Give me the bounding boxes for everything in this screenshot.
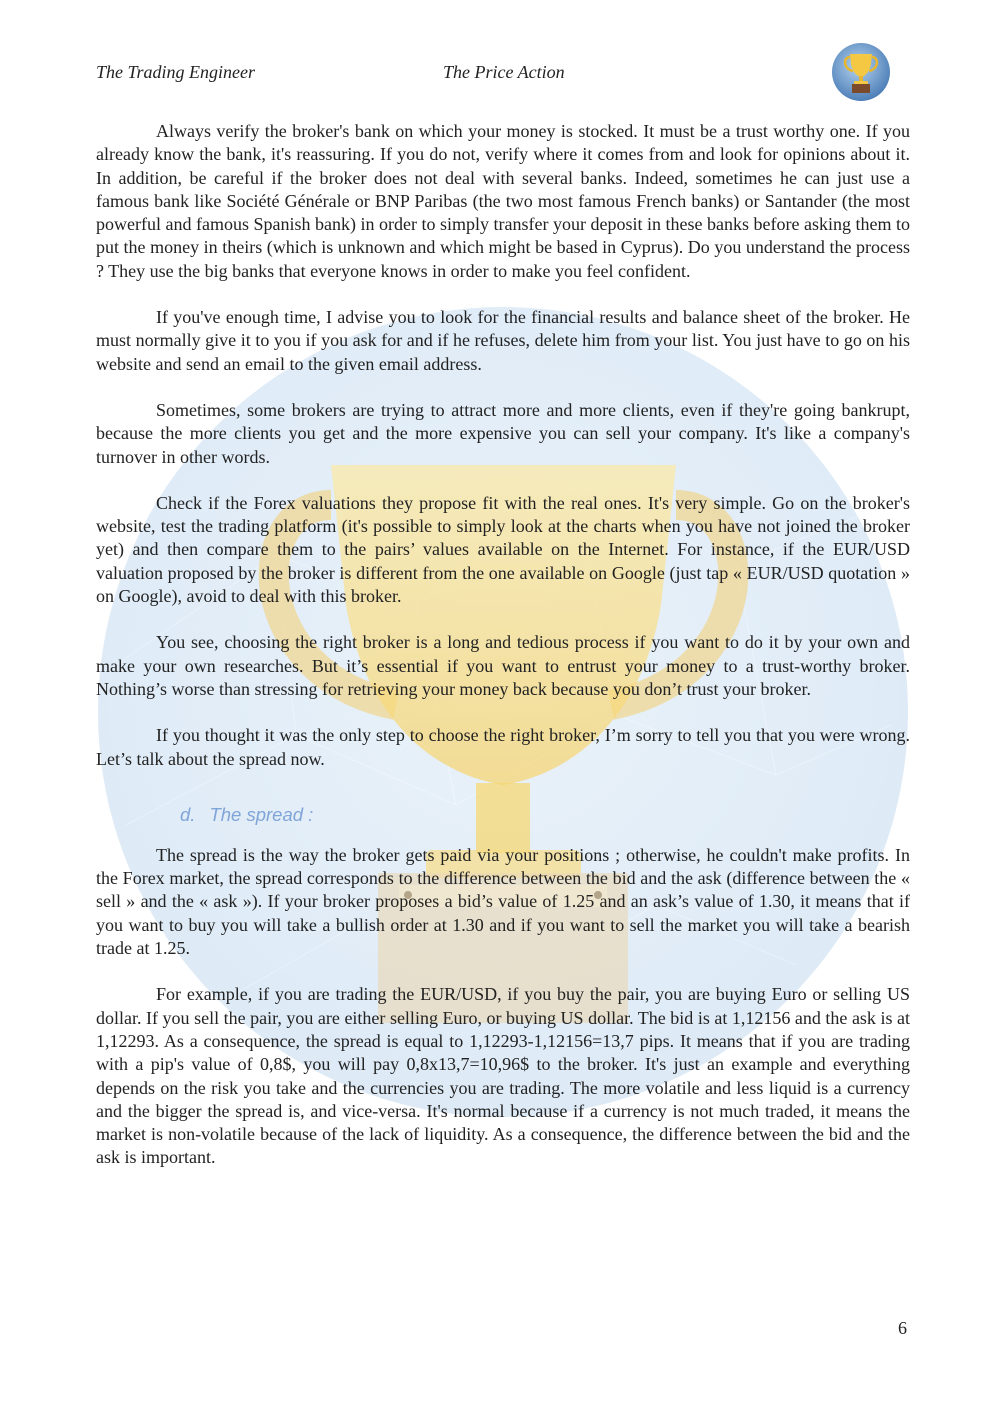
trophy-icon [831,42,891,102]
section-heading-spread [180,803,910,826]
paragraph: Sometimes, some brokers are trying to attract more and more clients, even if they're going bankrupt, because the more clients you get and the more expensive you can sell your company. It's like a company's turnover in other words. [96,399,910,467]
paragraph: If you've enough time, I advise you to look for the financial results and balance sheet of the broker. He must normally give it to you if you ask for and if he refuses, delete him from your list. You just have to go on his website and send an email to the given email address. [96,307,910,374]
paragraph: Always verify the broker's bank on which your money is stocked. It must be a trust worthy one. If you already know the bank, it's reassuring. If you do not, verify where it comes from and look for opinions about it. In addition, be careful if the broker does not deal with several banks. Indeed, sometimes he can just use a famous bank like Société Générale or BNP Paribas (the two most famous French banks) or Santander (the most powerful and famous Spanish bank) in order to simply transfer your deposit in these banks before asking them to put the money in theirs (which is unknown and which might be based in Cyprus). Do you understand the process ? They use the big banks that everyone knows in order to make you feel confident. [96,121,910,281]
section-letter: d. [180,803,196,825]
header-chapter-title: The Price Action [443,62,565,82]
page-number: 6 [898,1318,907,1338]
paragraph: The spread is the way the broker gets paid via your positions ; otherwise, he couldn't make profits. In the Forex market, the spread corresponds to the difference between the bid and the ask (difference between the « sell » and the « ask »). If your broker proposes a bid’s value of 1.25 and an ask’s value of 1.30, it means that if you want to buy you will take a bullish order at 1.30 and if you want to sell the market you will take a bearish trade at 1.25. [96,844,910,959]
section-title: The spread : [209,803,314,825]
paragraph: You see, choosing the right broker is a long and tedious process if you want to do it by your own and make your own researches. But it’s essential if you want to entrust your money to a trust-worthy broker. Nothing’s worse than stressing for retrieving your money back because you don’t trust your broker. [96,632,910,699]
paragraph: For example, if you are trading the EUR/USD, if you buy the pair, you are buying Euro or selling US dollar. If you sell the pair, you are either selling Euro, or buying US dollar. The bid is at 1,12156 and the ask is at 1,12293. As a consequence, the spread is equal to 1,12293-1,12156=13,7 pips. It means that if you are trading with a pip's value of 0,8$, you will pay 0,8x13,7=10,96$ to the broker. It's just an example and everything depends on the risk you take and the currencies you are trading. The more volatile and less liquid is a currency and the bigger the spread is, and vice-versa. It's normal because if a currency is not much traded, it means the market is non-volatile because of the lack of liquidity. As a consequence, the difference between the bid and the ask is important. [96,984,910,1168]
page-header [0,62,1005,102]
paragraph: Check if the Forex valuations they propose fit with the real ones. It's very simple. Go on the broker's website, test the trading platform (it's possible to simply look at the charts when you have not joined the broker yet) and then compare them to the pairs’ values available on the Internet. For instance, if the EUR/USD valuation proposed by the broker is different from the one available on Google (just tap « EUR/USD quotation » on Google), avoid to deal with this broker. [96,492,910,607]
header-book-title: The Trading Engineer [96,62,256,82]
paragraph: If you thought it was the only step to choose the right broker, I’m sorry to tell you that you were wrong. Let’s talk about the spread now. [96,725,910,769]
page-body [96,120,910,1193]
